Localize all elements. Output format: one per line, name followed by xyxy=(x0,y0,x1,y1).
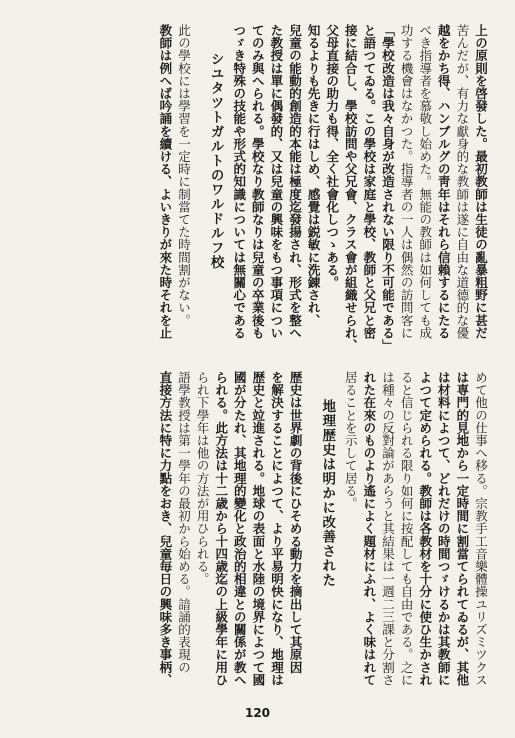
page-number: 120 xyxy=(244,706,271,720)
text-column: よつて定められる。教師は各教材を十分に使ひ生かされ xyxy=(417,371,433,686)
text-column: は材料によつて、どれだけの時間つゞけるかは其教師に xyxy=(436,371,452,686)
section-heading: 地理歴史は明かに改善された xyxy=(319,399,336,588)
text-column: 兒童の能動的創造的本能は極度迄發揚され、形式を整へ xyxy=(287,24,303,339)
text-column: つゞき特殊の技能や形式的知識については無關心である xyxy=(231,24,247,339)
text-column: べき指導者を慕敬し始めた。無能の教師は如何しても成 xyxy=(417,24,433,339)
text-column: 此の學校には學習を一定時に制當てた時間割がない。 xyxy=(176,24,192,327)
text-column: 「學校改造は我々自身が改造されない限り不可能である」 xyxy=(380,24,396,352)
section-heading: シユタツトガルトのワルドルフ校 xyxy=(207,52,224,270)
text-column: た教授は單に偶發的、又は兒童の興味をもつ事項につい xyxy=(268,24,284,339)
text-column: 歴史は世界劇の背後にひそめる動力を摘出して其原因 xyxy=(288,371,304,674)
text-column: を解決することによつて、より平易明快になり、地理は xyxy=(269,371,285,686)
text-column: 上の原則を啓發した。最初教師は生徒の亂暴粗野に甚だ xyxy=(473,24,489,339)
text-column: 接に結合し、學校訪問や父兄會、クラス會が組織せられ、 xyxy=(343,24,359,352)
text-column: は種々の反對論があらうと其結果は一週二三課と分割さ xyxy=(380,371,396,686)
text-column: と語つてゐる。この學校は家庭と學校、教師と父兄と密 xyxy=(361,24,377,339)
text-column: ると信じられる限り如何に按配しても自由である。之に xyxy=(399,371,415,686)
text-column: られる。此方法は十二歳から十四歳迄の上級學年に用ひ xyxy=(213,371,229,686)
text-column: 歴史と竝進される。地球の表面と水陸の境界によつて國 xyxy=(250,371,266,686)
text-column: は専門的見地から一定時間に割當てられてゐるが、其他 xyxy=(454,371,470,686)
text-column: 苦んだが、有力な獻身的な教師は遂に自由な道德的な優 xyxy=(454,24,470,339)
text-column: 居ることを示して居る。 xyxy=(343,371,359,510)
text-column: めて他の仕事へ移る。宗教手工音樂體操ユリズミツクス xyxy=(473,371,489,686)
text-column: 教師は例へば吟誦を續ける、よいきりが來た時それを止 xyxy=(157,24,173,339)
text-column: 直接方法に特に力點をおき、兒童毎日の興味多き事柄、 xyxy=(157,371,173,686)
text-column: 功する機會はなかつた。指導者の一人は偶然の訪問客に xyxy=(399,24,415,339)
text-column: 越をかち得、ハンブルグの靑年はそれら信賴するにたる xyxy=(436,24,452,339)
text-column: 知るよりも先きに行はしめ、感覺は鋭敏に洗錬され、 xyxy=(306,24,322,327)
text-column: 國が分たれ、其地理的變化と政治的相違との關係が教へ xyxy=(232,371,248,686)
text-column: られ下學年は他の方法が用ひられる。 xyxy=(195,371,211,586)
text-column: れた在來のものより遙によく題材にふれ、よく味はれて xyxy=(361,371,377,686)
text-column: 父母直接の助力も得、全く社會化しつゝある。 xyxy=(324,24,340,289)
text-column: 語學教授は第一學年の最初から始める。諳誦的表現の xyxy=(176,371,192,674)
text-column: てのみ與へられる。學校なり教師なりは兒童の卒業後も xyxy=(250,24,266,339)
